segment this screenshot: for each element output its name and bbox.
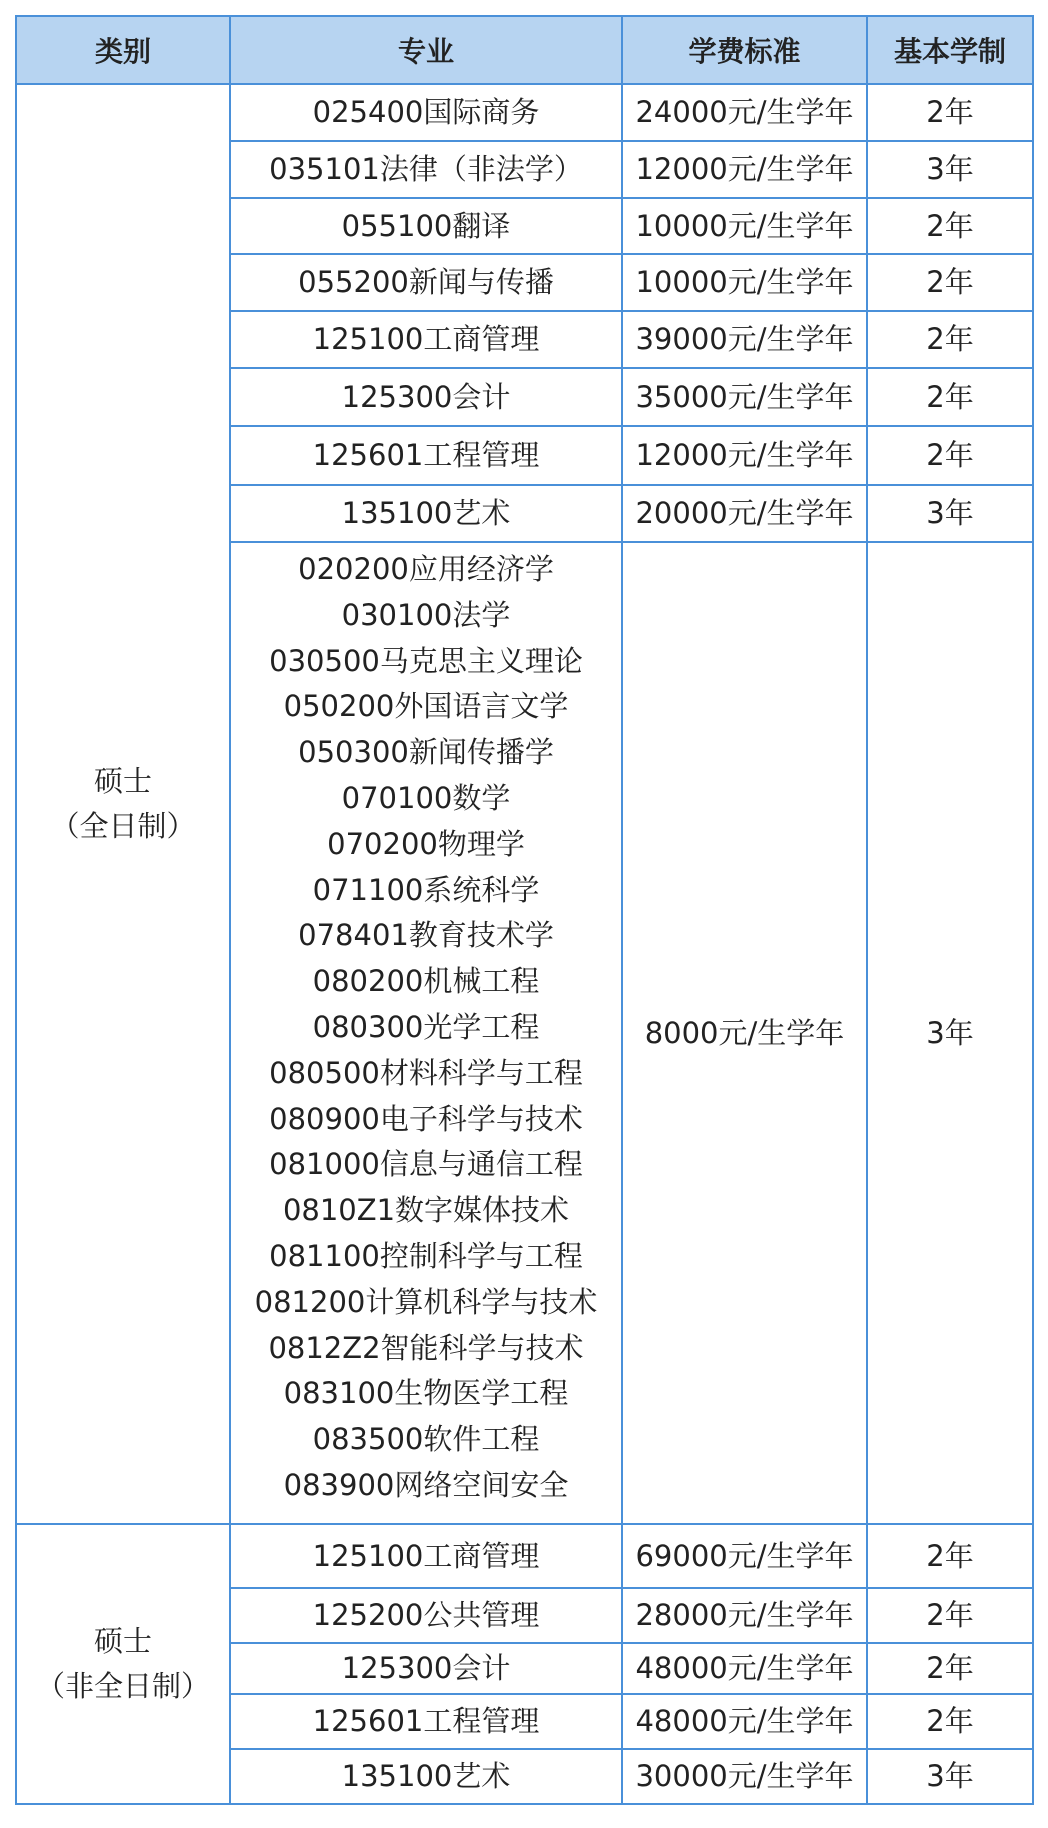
fee-cell: 12000元/生学年: [622, 426, 867, 485]
duration-cell: 3年: [867, 1749, 1033, 1804]
fee-cell: 10000元/生学年: [622, 254, 867, 311]
category-sublabel: （全日制）: [50, 809, 196, 843]
duration-cell: 2年: [867, 254, 1033, 311]
fee-cell: 28000元/生学年: [622, 1588, 867, 1643]
category-label: 硕士: [93, 764, 152, 799]
academic-major-list: [230, 542, 622, 1524]
major-cell: 055200新闻与传播: [230, 254, 622, 311]
category-sublabel: （非全日制）: [35, 1669, 210, 1703]
major-cell: 125300会计: [230, 1643, 622, 1694]
academic-major: 081200计算机科学与技术: [254, 1284, 598, 1319]
academic-major: 083500软件工程: [312, 1422, 540, 1457]
academic-major: 081000信息与通信工程: [269, 1147, 583, 1182]
academic-major: 0810Z1数字媒体技术: [282, 1193, 570, 1228]
category-fulltime: [16, 84, 230, 1524]
duration-cell: 2年: [867, 1694, 1033, 1749]
academic-major: 050200外国语言文学: [283, 689, 569, 724]
academic-major: 080900电子科学与技术: [269, 1101, 583, 1136]
academic-major: 083900网络空间安全: [283, 1467, 569, 1502]
table-row: [16, 84, 1033, 141]
academic-major: 080200机械工程: [312, 964, 540, 999]
academic-major: 078401教育技术学: [298, 918, 554, 953]
header-category: 类别: [16, 16, 230, 84]
major-cell: 125100工商管理: [230, 311, 622, 368]
category-parttime: [16, 1524, 230, 1804]
table-row: [16, 1524, 1033, 1588]
duration-cell: 2年: [867, 1588, 1033, 1643]
fee-cell: 69000元/生学年: [622, 1524, 867, 1588]
fee-cell: 39000元/生学年: [622, 311, 867, 368]
duration-cell: 3年: [867, 485, 1033, 542]
academic-major: 070100数学: [341, 780, 511, 815]
major-cell: 125100工商管理: [230, 1524, 622, 1588]
academic-major: 080300光学工程: [312, 1009, 540, 1044]
tuition-table-wrapper: [15, 15, 1032, 1805]
header-fee: 学费标准: [622, 16, 867, 84]
fee-cell: 30000元/生学年: [622, 1749, 867, 1804]
major-cell: 135100艺术: [230, 485, 622, 542]
fee-cell: 48000元/生学年: [622, 1694, 867, 1749]
duration-cell: 3年: [867, 141, 1033, 198]
duration-cell: 2年: [867, 368, 1033, 426]
fee-cell: 8000元/生学年: [622, 542, 867, 1524]
academic-major: 080500材料科学与工程: [269, 1055, 583, 1090]
academic-major: 020200应用经济学: [298, 552, 554, 586]
fee-cell: 48000元/生学年: [622, 1643, 867, 1694]
major-cell: 125601工程管理: [230, 1694, 622, 1749]
academic-major: 083100生物医学工程: [283, 1376, 569, 1411]
academic-major: 070200物理学: [327, 826, 525, 861]
academic-major: 030100法学: [341, 597, 511, 632]
major-cell: 025400国际商务: [230, 84, 622, 141]
fee-cell: 10000元/生学年: [622, 198, 867, 254]
duration-cell: 2年: [867, 84, 1033, 141]
academic-major: 071100系统科学: [312, 872, 540, 907]
duration-cell: 2年: [867, 1643, 1033, 1694]
major-cell: 125300会计: [230, 368, 622, 426]
table-header-row: [16, 16, 1033, 84]
academic-major: 081100控制科学与工程: [269, 1238, 583, 1273]
academic-major: 050300新闻传播学: [298, 735, 554, 770]
major-cell: 055100翻译: [230, 198, 622, 254]
tuition-table: [15, 15, 1034, 1805]
academic-major: 030500马克思主义理论: [269, 643, 583, 678]
fee-cell: 24000元/生学年: [622, 84, 867, 141]
duration-cell: 2年: [867, 426, 1033, 485]
major-cell: 035101法律（非法学）: [230, 141, 622, 198]
major-cell: 125200公共管理: [230, 1588, 622, 1643]
duration-cell: 2年: [867, 1524, 1033, 1588]
category-label: 硕士: [93, 1624, 152, 1659]
duration-cell: 3年: [867, 542, 1033, 1524]
header-duration: 基本学制: [867, 16, 1033, 84]
header-major: 专业: [230, 16, 622, 84]
duration-cell: 2年: [867, 311, 1033, 368]
major-cell: 135100艺术: [230, 1749, 622, 1804]
academic-major: 0812Z2智能科学与技术: [268, 1330, 584, 1365]
fee-cell: 35000元/生学年: [622, 368, 867, 426]
duration-cell: 2年: [867, 198, 1033, 254]
fee-cell: 12000元/生学年: [622, 141, 867, 198]
fee-cell: 20000元/生学年: [622, 485, 867, 542]
major-cell: 125601工程管理: [230, 426, 622, 485]
